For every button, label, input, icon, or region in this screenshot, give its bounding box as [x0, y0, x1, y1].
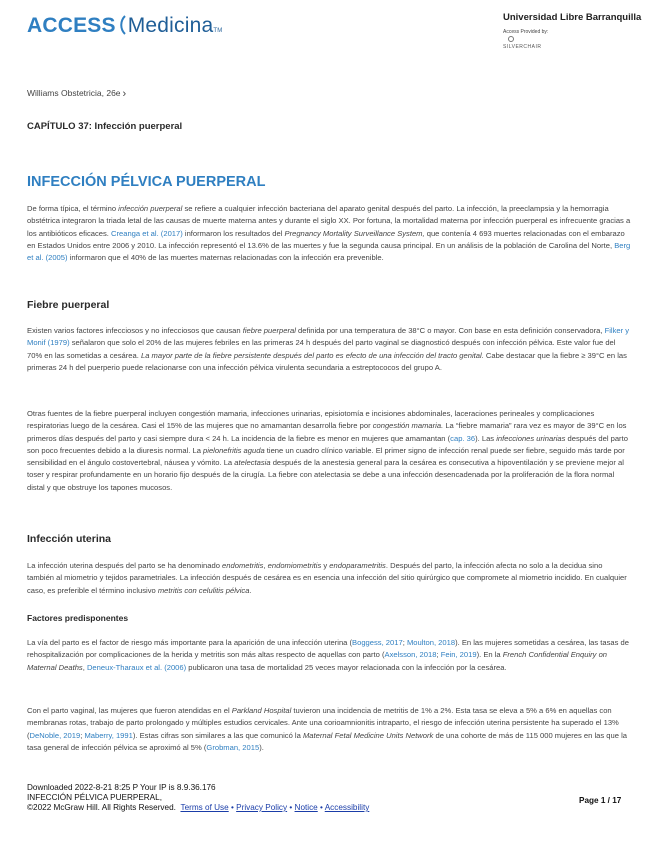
paragraph-factores: La vía del parto es el factor de riesgo más importante para la aparición de una infección uterina (Boggess, 2017; Moulton, 2018). En las mujeres sometidas a cesárea, las tasas de rehospitalización por complicaciones de la herida y metritis son más altas respecto de aquellas con parto (Axelsson, 2018; Fein, 2019). En la French Confidential Enquiry on Maternal Deaths, Deneux-Tharaux et al. (2006) publicaron una tasa de mortalidad 25 veces mayor relacionada con la infección por la cesárea.	[27, 638, 629, 672]
logo-medicina-text: Medicina	[127, 14, 214, 37]
terms-of-use-link[interactable]: Terms of Use	[180, 803, 229, 812]
subheading-factores: Factores predisponentes	[27, 613, 129, 623]
ref-link-maberry[interactable]: Maberry, 1991	[84, 730, 133, 740]
provider-logo: SILVERCHAIR	[503, 44, 542, 50]
access-medicina-logo[interactable]	[27, 14, 222, 38]
logo-tm-text: TM	[213, 28, 223, 34]
institution-name: Universidad Libre Barranquilla	[503, 12, 642, 23]
paragraph-otras-fuentes: Otras fuentes de la fiebre puerperal incluyen congestión mamaria, infecciones urinarias, episiotomía e incisiones abdominales, laceraciones perineales y complicaciones respiratorias luego de la cesárea. Casi el 15% de las mujeres que no amamantan desarrolla fiebre por congestión mamaria. La “fiebre mamaria” rara vez es mayor de 39°C en los primeros días después del parto y casi siempre dura < 24 h. La incidencia de la fiebre es menor en mujeres que amamantan (cap. 36). Las infecciones urinarias después del parto son poco frecuentes debido a la diuresis normal. La pielonefritis aguda tiene un cuadro clínico variable. El primer signo de infección renal puede ser fiebre, seguido más tarde por sensibilidad en el ángulo costovertebral, náusea y vómito. La atelectasia después de la anestesia general para la cesárea es consecutiva a hipoventilación y se previene mejor al toser y respirar profundamente en un horario fijo después de la cirugía. La fiebre con atelectasia se debe a una infección desencadenada por la proliferación de la flora normal distal y que obstruye los tapones mucosos.	[27, 409, 628, 492]
provided-by-label: Access Provided by:	[503, 29, 549, 35]
ref-link-cap36[interactable]: cap. 36	[450, 433, 476, 443]
ref-link-grobman[interactable]: Grobman, 2015	[206, 742, 260, 752]
paragraph-intro: De forma típica, el término infección puerperal se refiere a cualquier infección bacteriana del aparato genital después del parto. La infección, la preeclampsia y la hemorragia obstétrica integraron la triada letal de las causas de muerte materna antes y durante el siglo XX. Por fortuna, la mortalidad materna por infección puerperal es infrecuente gracias a los antibióticos eficaces. Creanga et al. (2017) informaron los resultados del Pregnancy Mortality Surveillance System, que contenía 4 693 muertes relacionadas con el embarazo en Estados Unidos entre 2006 y 2010. La infección representó el 13.6% de las muertes y fue la segunda causa principal. En un análisis de la población de Carolina del Norte, Berg et al. (2005) informaron que el 40% de las muertes maternas relacionadas con la infección era prevenible.	[27, 204, 631, 263]
logo-access-text: ACCESS	[27, 14, 116, 37]
paragraph-fiebre: Existen varios factores infecciosos y no infecciosos que causan fiebre puerperal definida por una temperatura de 38°C o mayor. Con base en esta definición conservadora, Filker y Monif (1979) señalaron que solo el 20% de las mujeres febriles en las primeras 24 h después del parto vaginal se diagnosticó después con infección pélvica. Este valor fue del 70% en las sometidas a cesárea. La mayor parte de la fiebre persistente después del parto es efecto de una infección del tracto genital. Cabe destacar que la fiebre ≥ 39°C en las primeras 24 h del puerperio puede relacionarse con una infección pélvica virulenta secundaria a estreptococos del grupo A.	[27, 326, 630, 372]
ref-link-boggess[interactable]: Boggess, 2017	[352, 638, 403, 647]
page-footer	[27, 783, 637, 813]
ref-link-filker[interactable]: Filker y Monif (1979)	[27, 326, 630, 348]
ref-link-creanga[interactable]: Creanga et al. (2017)	[111, 228, 183, 238]
breadcrumb[interactable]	[27, 88, 126, 100]
subheading-fiebre-puerperal: Fiebre puerperal	[27, 299, 110, 311]
page-header	[0, 0, 655, 70]
ref-link-berg[interactable]: Berg et al. (2005)	[27, 240, 631, 263]
logo-swoosh-icon	[118, 15, 127, 35]
chapter-title: CAPÍTULO 37: Infección puerperal	[27, 121, 183, 132]
ref-link-moulton[interactable]: Moulton, 2018	[406, 638, 456, 647]
ref-link-fein[interactable]: Fein, 2019	[440, 650, 477, 660]
breadcrumb-book[interactable]: Williams Obstetricia, 26e	[27, 88, 121, 98]
notice-link[interactable]: Notice	[294, 803, 318, 812]
subheading-infeccion-uterina: Infección uterina	[27, 533, 112, 545]
chevron-right-icon: ›	[122, 88, 127, 100]
provider-logo-icon	[508, 36, 514, 42]
footer-links-row: ©2022 McGraw Hill. All Rights Reserved. Terms of Use • Privacy Policy • Notice • Accessibility	[27, 803, 370, 812]
ref-link-denoble[interactable]: DeNoble, 2019	[29, 730, 81, 740]
privacy-policy-link[interactable]: Privacy Policy	[236, 803, 288, 812]
section-title: INFECCIÓN PÉLVICA PUERPERAL	[27, 174, 266, 190]
page-number: Page 1 / 17	[579, 796, 622, 805]
ref-link-axelsson[interactable]: Axelsson, 2018	[384, 650, 437, 660]
footer-doc-title: INFECCIÓN PÉLVICA PUERPERAL,	[27, 793, 162, 802]
ref-link-deneux[interactable]: Deneux-Tharaux et al. (2006)	[86, 662, 187, 672]
paragraph-parto-vaginal: Con el parto vaginal, las mujeres que fueron atendidas en el Parkland Hospital tuvieron una incidencia de metritis de 1% a 2%. Esta tasa se eleva a 5% a 6% en aquellas con membranas rotas, trabajo de parto prolongado y múltiples estudios cervicales. Ante una corioamnionitis intraparto, el riesgo de infección uterina persistente ha superado el 13% (DeNoble, 2019; Maberry, 1991). Estas cifras son similares a las que comunicó la Maternal Fetal Medicine Units Network de una cohorte de más de 115 000 mujeres en las que la tasa general de infección pélvica se aproximó al 5% (Grobman, 2015).	[27, 706, 627, 752]
accessibility-link[interactable]: Accessibility	[324, 803, 370, 812]
paragraph-uterina: La infección uterina después del parto se ha denominado endometritis, endomiometritis y endoparametritis. Después del parto, la infección afecta no solo a la decidua sino también al miometrio y tejidos parametriales. La infección después de cesárea es en esencia una infección del sitio quirúrgico que compromete al miometrio incidido. En cualquier caso, es preferible el término inclusivo metritis con celulitis pélvica.	[27, 561, 627, 595]
copyright-text: ©2022 McGraw Hill. All Rights Reserved.	[27, 803, 176, 812]
download-info: Downloaded 2022-8-21 8:25 P Your IP is 8.9.36.176	[27, 783, 216, 792]
